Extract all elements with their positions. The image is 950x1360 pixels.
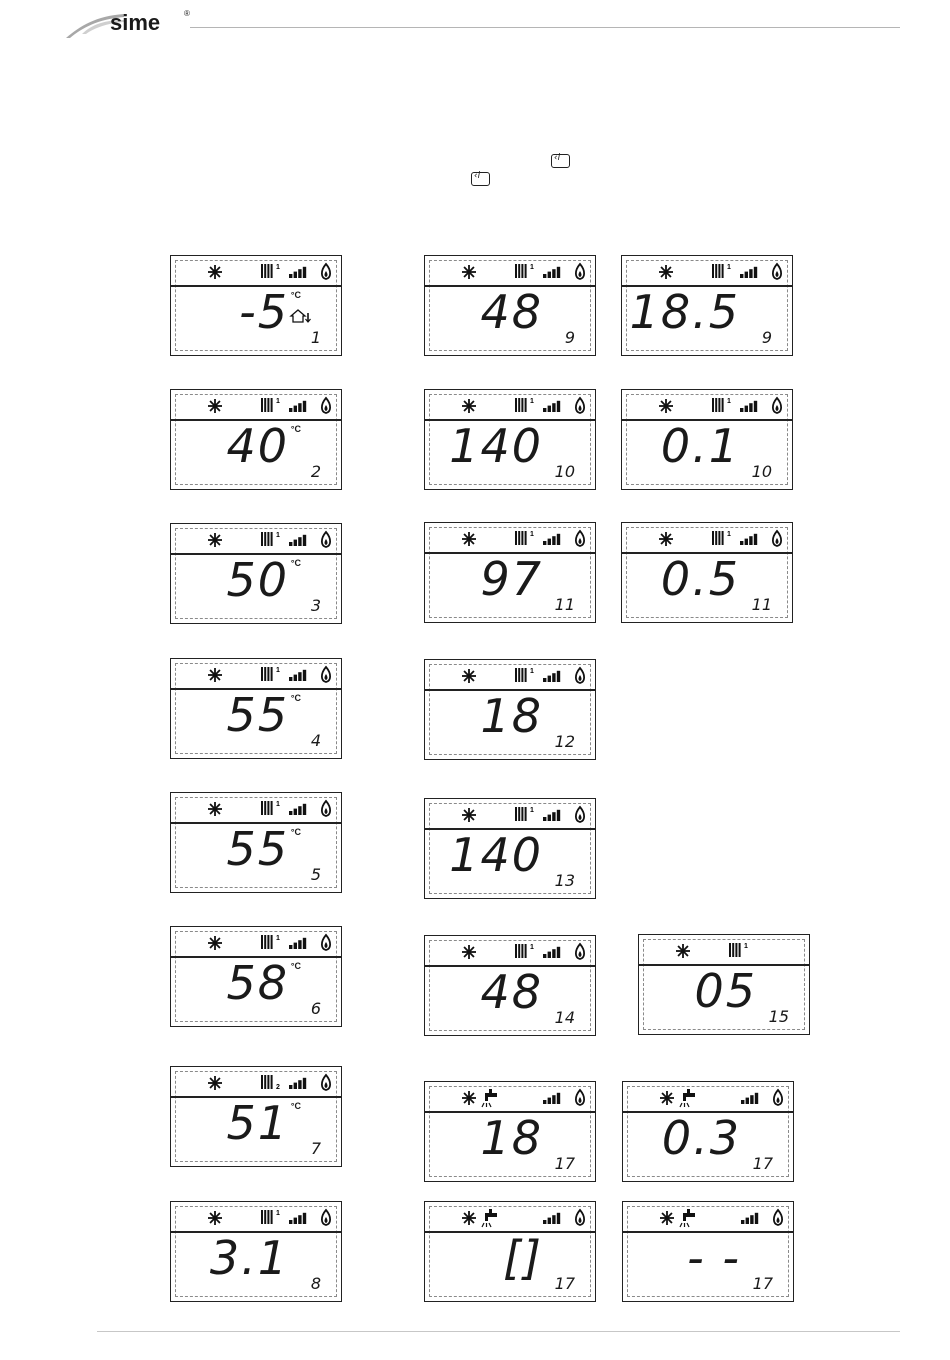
lcd-index: 11: [554, 595, 575, 614]
signal-bars-icon: [289, 1213, 306, 1224]
lcd-status-icons: [425, 799, 597, 829]
svg-text:1: 1: [530, 807, 534, 814]
svg-text:1: 1: [276, 667, 280, 674]
signal-bars-icon: [543, 1213, 560, 1224]
radiator-icon: [261, 1075, 280, 1091]
lcd-status-icons: [171, 659, 343, 689]
radiator-icon: [261, 1210, 280, 1224]
lcd-index: 14: [554, 1008, 575, 1027]
lcd-reading: 18.5: [629, 285, 740, 339]
snowflake-icon: [462, 399, 476, 413]
signal-bars-icon: [289, 670, 306, 681]
lcd-unit: °C: [290, 693, 301, 703]
lcd-panel: [170, 1201, 342, 1302]
svg-text:1: 1: [530, 398, 534, 405]
lcd-index: 17: [554, 1154, 575, 1173]
lcd-panel: [170, 389, 342, 490]
flame-icon: [322, 398, 330, 413]
lcd-panel: [424, 798, 596, 899]
info-key-icon: [551, 154, 570, 168]
signal-bars-icon: [543, 1093, 560, 1104]
lcd-status-icons: [623, 1202, 795, 1232]
svg-text:2: 2: [276, 1084, 280, 1091]
lcd-reading: 18: [480, 1111, 543, 1165]
signal-bars-icon: [543, 671, 560, 682]
registered-mark: ®: [184, 9, 190, 18]
lcd-status-icons: [639, 935, 811, 965]
house-icon: [289, 308, 311, 329]
signal-bars-icon: [289, 535, 306, 546]
lcd-index: 6: [310, 999, 321, 1018]
lcd-unit: °C: [290, 558, 301, 568]
svg-text:1: 1: [276, 264, 280, 271]
lcd-index: 4: [310, 731, 321, 750]
lcd-unit: °C: [290, 1101, 301, 1111]
signal-bars-icon: [289, 804, 306, 815]
lcd-status-icons: [425, 523, 597, 553]
lcd-panel: [170, 523, 342, 624]
radiator-icon: [712, 531, 731, 545]
snowflake-icon: [462, 669, 476, 683]
lcd-panel: [424, 659, 596, 760]
signal-bars-icon: [289, 267, 306, 278]
lcd-status-icons: [425, 390, 597, 420]
signal-bars-icon: [543, 267, 560, 278]
snowflake-icon: [462, 265, 476, 279]
snowflake-icon: [462, 532, 476, 546]
flame-icon: [576, 264, 584, 279]
lcd-panel: [622, 1081, 794, 1182]
radiator-icon: [261, 264, 280, 278]
tap-icon: [482, 1209, 497, 1227]
lcd-index: 10: [751, 462, 772, 481]
lcd-reading: []: [503, 1231, 543, 1285]
lcd-index: 1: [310, 328, 321, 347]
svg-text:1: 1: [530, 944, 534, 951]
flame-icon: [322, 801, 330, 816]
flame-icon: [773, 531, 781, 546]
lcd-index: 9: [761, 328, 772, 347]
lcd-reading: 58: [226, 956, 289, 1010]
flame-icon: [773, 398, 781, 413]
snowflake-icon: [462, 945, 476, 959]
lcd-status-icons: [171, 1202, 343, 1232]
lcd-reading: 140: [449, 419, 543, 473]
lcd-panel: [424, 389, 596, 490]
lcd-status-icons: [171, 1067, 343, 1097]
snowflake-icon: [676, 944, 690, 958]
sime-logo: [66, 4, 196, 40]
svg-text:1: 1: [276, 532, 280, 539]
lcd-status-icons: [171, 927, 343, 957]
lcd-panel: [622, 1201, 794, 1302]
snowflake-icon: [208, 936, 222, 950]
svg-text:1: 1: [744, 943, 748, 950]
radiator-icon: [261, 667, 280, 681]
tap-icon: [680, 1089, 695, 1107]
radiator-icon: [515, 531, 534, 545]
flame-icon: [774, 1210, 782, 1225]
snowflake-icon: [208, 533, 222, 547]
footer-rule: [97, 1331, 900, 1332]
lcd-status-icons: [622, 523, 794, 553]
lcd-status-icons: [171, 524, 343, 554]
lcd-panel: [424, 255, 596, 356]
svg-text:1: 1: [530, 264, 534, 271]
lcd-panel: [170, 926, 342, 1027]
flame-icon: [322, 667, 330, 682]
signal-bars-icon: [543, 401, 560, 412]
signal-bars-icon: [543, 810, 560, 821]
lcd-status-icons: [425, 1082, 597, 1112]
radiator-icon: [712, 264, 731, 278]
lcd-reading: 51: [226, 1096, 289, 1150]
lcd-panel: [170, 792, 342, 893]
snowflake-icon: [208, 1076, 222, 1090]
lcd-reading: 55: [226, 688, 289, 742]
lcd-index: 8: [310, 1274, 321, 1293]
flame-icon: [576, 398, 584, 413]
svg-text:1: 1: [727, 264, 731, 271]
signal-bars-icon: [740, 401, 757, 412]
flame-icon: [774, 1090, 782, 1105]
lcd-reading: 0.5: [660, 552, 740, 606]
lcd-reading: 97: [480, 552, 543, 606]
lcd-reading: 40: [226, 419, 289, 473]
signal-bars-icon: [740, 534, 757, 545]
radiator-icon: [515, 807, 534, 821]
signal-bars-icon: [741, 1093, 758, 1104]
lcd-reading: 48: [480, 965, 543, 1019]
flame-icon: [322, 1210, 330, 1225]
lcd-panel: [170, 1066, 342, 1167]
snowflake-icon: [659, 532, 673, 546]
lcd-status-icons: [622, 390, 794, 420]
snowflake-icon: [208, 399, 222, 413]
flame-icon: [576, 531, 584, 546]
lcd-reading: -5: [239, 285, 289, 339]
lcd-index: 3: [310, 596, 321, 615]
snowflake-icon: [462, 808, 476, 822]
snowflake-icon: [462, 1211, 476, 1225]
radiator-icon: [515, 398, 534, 412]
snowflake-icon: [659, 265, 673, 279]
snowflake-icon: [208, 668, 222, 682]
lcd-status-icons: [425, 660, 597, 690]
snowflake-icon: [659, 399, 673, 413]
info-key-glyph: ‹i: [554, 153, 561, 163]
radiator-icon: [729, 943, 748, 957]
lcd-status-icons: [171, 390, 343, 420]
lcd-reading: 0.3: [661, 1111, 741, 1165]
lcd-index: 2: [310, 462, 321, 481]
lcd-status-icons: [623, 1082, 795, 1112]
lcd-reading: 140: [449, 828, 543, 882]
lcd-panel: [621, 389, 793, 490]
signal-bars-icon: [289, 1078, 306, 1089]
radiator-icon: [261, 532, 280, 546]
lcd-unit: °C: [290, 290, 301, 300]
snowflake-icon: [660, 1091, 674, 1105]
snowflake-icon: [208, 802, 222, 816]
info-key-glyph: ‹i: [474, 171, 481, 181]
flame-icon: [773, 264, 781, 279]
snowflake-icon: [462, 1091, 476, 1105]
svg-text:1: 1: [727, 531, 731, 538]
lcd-status-icons: [425, 256, 597, 286]
lcd-panel: [424, 522, 596, 623]
svg-text:1: 1: [276, 1210, 280, 1217]
lcd-index: 12: [554, 732, 575, 751]
lcd-reading: 55: [226, 822, 289, 876]
lcd-panel: [424, 935, 596, 1036]
lcd-status-icons: [171, 793, 343, 823]
svg-text:1: 1: [276, 935, 280, 942]
lcd-unit: °C: [290, 827, 301, 837]
lcd-status-icons: [171, 256, 343, 286]
svg-text:1: 1: [276, 801, 280, 808]
flame-icon: [322, 1075, 330, 1090]
signal-bars-icon: [740, 267, 757, 278]
flame-icon: [322, 264, 330, 279]
lcd-index: 15: [768, 1007, 789, 1026]
snowflake-icon: [208, 1211, 222, 1225]
signal-bars-icon: [289, 938, 306, 949]
header-rule: [190, 27, 900, 28]
lcd-panel: [638, 934, 810, 1035]
lcd-status-icons: [622, 256, 794, 286]
lcd-reading: - -: [687, 1231, 741, 1285]
radiator-icon: [515, 264, 534, 278]
radiator-icon: [515, 668, 534, 682]
info-key-icon: [471, 172, 490, 186]
page-header: [0, 0, 950, 48]
radiator-icon: [261, 398, 280, 412]
lcd-panel: [621, 522, 793, 623]
snowflake-icon: [208, 265, 222, 279]
lcd-status-icons: [425, 1202, 597, 1232]
radiator-icon: [712, 398, 731, 412]
svg-text:1: 1: [530, 531, 534, 538]
snowflake-icon: [660, 1211, 674, 1225]
lcd-reading: 18: [480, 689, 543, 743]
lcd-index: 10: [554, 462, 575, 481]
signal-bars-icon: [543, 947, 560, 958]
svg-text:1: 1: [727, 398, 731, 405]
lcd-reading: 3.1: [209, 1231, 289, 1285]
signal-bars-icon: [289, 401, 306, 412]
lcd-panel: [621, 255, 793, 356]
lcd-index: 9: [564, 328, 575, 347]
lcd-index: 17: [554, 1274, 575, 1293]
lcd-panel: [170, 658, 342, 759]
lcd-index: 5: [310, 865, 321, 884]
lcd-index: 11: [751, 595, 772, 614]
brand-name: sime: [110, 10, 161, 35]
flame-icon: [576, 944, 584, 959]
lcd-reading: 0.1: [660, 419, 740, 473]
radiator-icon: [261, 935, 280, 949]
lcd-panel: [170, 255, 342, 356]
tap-icon: [680, 1209, 695, 1227]
flame-icon: [322, 532, 330, 547]
lcd-index: 7: [310, 1139, 321, 1158]
lcd-reading: 48: [480, 285, 543, 339]
flame-icon: [576, 1210, 584, 1225]
flame-icon: [576, 668, 584, 683]
flame-icon: [576, 807, 584, 822]
tap-icon: [482, 1089, 497, 1107]
lcd-index: 13: [554, 871, 575, 890]
signal-bars-icon: [543, 534, 560, 545]
lcd-panel: [424, 1201, 596, 1302]
flame-icon: [322, 935, 330, 950]
lcd-panel: [424, 1081, 596, 1182]
lcd-reading: 05: [694, 964, 757, 1018]
lcd-index: 17: [752, 1154, 773, 1173]
lcd-status-icons: [425, 936, 597, 966]
lcd-unit: °C: [290, 424, 301, 434]
signal-bars-icon: [741, 1213, 758, 1224]
lcd-index: 17: [752, 1274, 773, 1293]
radiator-icon: [261, 801, 280, 815]
radiator-icon: [515, 944, 534, 958]
svg-text:1: 1: [530, 668, 534, 675]
flame-icon: [576, 1090, 584, 1105]
lcd-reading: 50: [226, 553, 289, 607]
svg-text:1: 1: [276, 398, 280, 405]
lcd-unit: °C: [290, 961, 301, 971]
